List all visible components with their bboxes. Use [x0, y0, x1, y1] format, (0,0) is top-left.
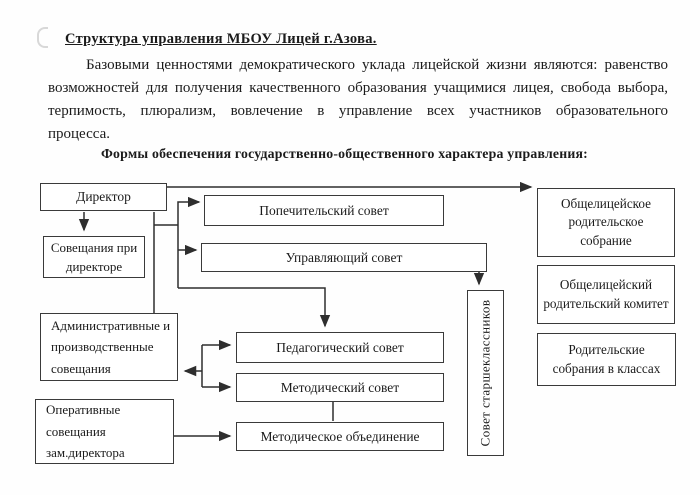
box-pedagogical-council — [236, 332, 444, 363]
arrow-to-pedagogical-council — [178, 288, 325, 326]
box-director-label: Директор — [76, 189, 131, 204]
box-class-parent-meetings — [537, 333, 676, 386]
box-governing-council — [201, 243, 487, 272]
box-meetings-at-director-label: Совещания при директоре — [50, 240, 138, 274]
box-senior-students-council-label: Совет старшеклассников — [477, 299, 493, 447]
box-governing-council-label: Управляющий совет — [285, 249, 403, 265]
arrow-to-trustee-council — [178, 202, 199, 288]
box-parents-committee-label: Общелицейский родительский комитет — [543, 277, 669, 311]
box-methodical-council-label: Методический совет — [280, 379, 400, 395]
box-parents-assembly — [537, 188, 675, 257]
box-trustee-council-label: Попечительский совет — [259, 202, 389, 218]
box-admin-production-meetings-label: Административные и производственные совещания — [51, 317, 171, 376]
box-admin-production-meetings — [40, 313, 178, 381]
box-parents-committee — [537, 265, 675, 324]
box-class-parent-meetings-label: Родительские собрания в классах — [552, 342, 661, 376]
box-parents-assembly-label: Общелицейское родительское собрание — [560, 195, 652, 248]
box-director — [40, 183, 167, 211]
page-title: Структура управления МБОУ Лицей г.Азова. — [65, 31, 377, 47]
box-methodical-association-label: Методическое объединение — [260, 428, 420, 444]
box-trustee-council — [204, 195, 444, 226]
box-pedagogical-council-label: Педагогический совет — [276, 339, 404, 355]
box-senior-students-council — [467, 290, 504, 456]
box-operational-meetings — [35, 399, 174, 464]
box-methodical-association — [236, 422, 444, 451]
box-meetings-at-director — [43, 236, 145, 278]
box-operational-meetings-label: Оперативные совещания зам.директора — [46, 402, 125, 461]
section-heading: Формы обеспечения государственно-общественного характера управления: — [101, 146, 588, 161]
intro-paragraph: Базовыми ценностями демократического уклада лицейской жизни являются: равенство возможностей для получения качественного образования учащимися лицея, свобода выбора, терпимость, плюрализм, вовлечение в управление всех участников образовательного процесса. — [48, 57, 668, 142]
box-methodical-council — [236, 373, 444, 402]
